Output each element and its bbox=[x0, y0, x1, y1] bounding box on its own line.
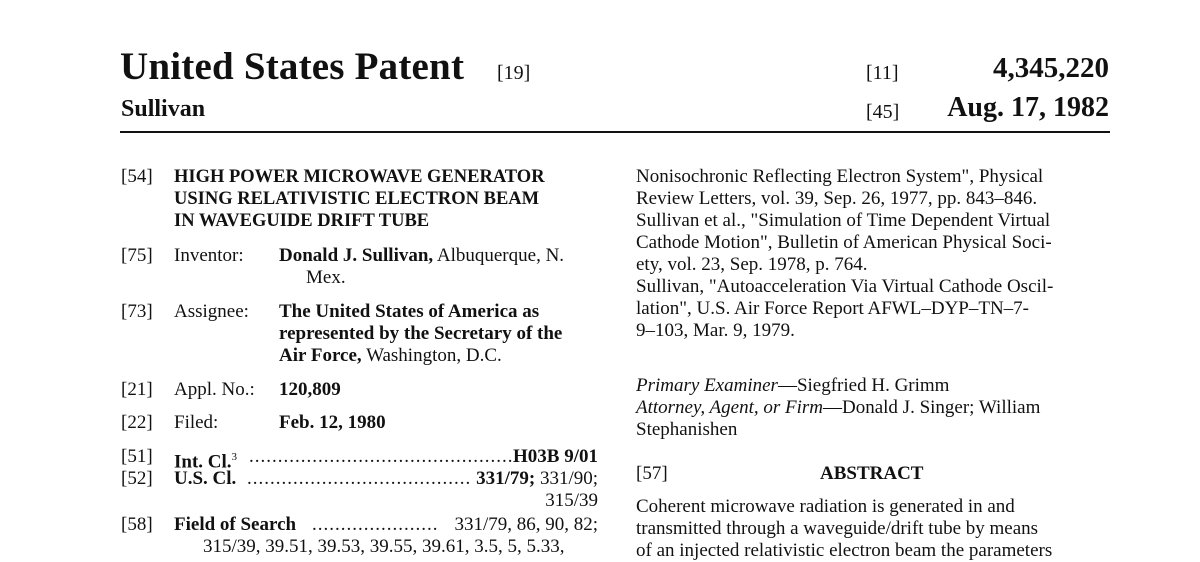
assignee-label: Assignee: bbox=[174, 301, 249, 322]
patent-title: United States Patent bbox=[120, 45, 465, 88]
search-leader-dots: ...................... bbox=[312, 514, 439, 535]
search-value-line-2: 315/39, 39.51, 39.53, 39.55, 39.61, 3.5, 5, 5.33, bbox=[203, 536, 565, 557]
attorney-label: Attorney, Agent, or Firm bbox=[636, 397, 823, 418]
reference-line: Sullivan et al., "Simulation of Time Dependent Virtual bbox=[636, 210, 1051, 231]
date-code: [45] bbox=[866, 101, 900, 123]
intcl-superscript: 3 bbox=[231, 451, 238, 463]
abstract-line: of an injected relativistic electron beam the parameters bbox=[636, 540, 1053, 561]
intcl-code: [51] bbox=[121, 446, 153, 467]
issue-date: Aug. 17, 1982 bbox=[947, 92, 1109, 123]
uscl-label: U.S. Cl. bbox=[174, 468, 237, 489]
intcl-label-text: Int. Cl. bbox=[174, 451, 232, 473]
reference-line: Review Letters, vol. 39, Sep. 26, 1977, pp. 843–846. bbox=[636, 188, 1038, 209]
reference-line: Cathode Motion", Bulletin of American Physical Soci- bbox=[636, 232, 1052, 253]
uscl-code: [52] bbox=[121, 468, 153, 489]
search-value: 331/79, 86, 90, 82; bbox=[454, 514, 598, 535]
reference-line: ety, vol. 23, Sep. 1978, p. 764. bbox=[636, 254, 868, 275]
inventor-place-line-2: Mex. bbox=[306, 267, 346, 288]
abstract-line: Coherent microwave radiation is generated in and bbox=[636, 496, 1015, 517]
uscl-value-secondary: 331/90; bbox=[535, 468, 598, 489]
inventor-full-name: Donald J. Sullivan, bbox=[279, 245, 434, 266]
uscl-value-line-2: 315/39 bbox=[545, 490, 598, 511]
patent-number-code: [11] bbox=[866, 62, 899, 84]
filed-label: Filed: bbox=[174, 412, 219, 433]
appl-code: [21] bbox=[121, 379, 153, 400]
filed-date: Feb. 12, 1980 bbox=[279, 412, 386, 433]
title-code-54: [54] bbox=[121, 166, 153, 187]
reference-line: Sullivan, "Autoacceleration Via Virtual Cathode Oscil- bbox=[636, 276, 1054, 297]
filed-code: [22] bbox=[121, 412, 153, 433]
header-divider bbox=[120, 131, 1110, 133]
search-label: Field of Search bbox=[174, 514, 297, 535]
reference-line: lation", U.S. Air Force Report AFWL–DYP–TN–7- bbox=[636, 298, 1030, 319]
attorney-name: —Donald J. Singer; William bbox=[823, 397, 1041, 418]
intcl-value: H03B 9/01 bbox=[513, 446, 598, 467]
assignee-code: [73] bbox=[121, 301, 153, 322]
assignee-line-3-rest: Washington, D.C. bbox=[361, 345, 502, 366]
uscl-value bbox=[476, 468, 598, 490]
inventor-value bbox=[279, 245, 564, 267]
uscl-value-primary: 331/79; bbox=[476, 468, 536, 489]
uscl-leader-dots: ....................................... bbox=[247, 468, 472, 489]
assignee-line-3 bbox=[279, 345, 502, 367]
reference-line: Nonisochronic Reflecting Electron System", Physical bbox=[636, 166, 1044, 187]
inventor-code: [75] bbox=[121, 245, 153, 266]
inventor-place: Albuquerque, N. bbox=[433, 245, 565, 266]
search-code: [58] bbox=[121, 514, 153, 535]
title-code: [19] bbox=[497, 62, 531, 84]
attorney-line-2: Stephanishen bbox=[636, 419, 738, 440]
intcl-leader-dots: ............................................... bbox=[249, 446, 520, 467]
invention-title-line-2: USING RELATIVISTIC ELECTRON BEAM bbox=[174, 189, 540, 209]
patent-number: 4,345,220 bbox=[993, 52, 1109, 84]
primary-examiner-name: —Siegfried H. Grimm bbox=[777, 375, 950, 396]
attorney bbox=[636, 397, 1040, 419]
inventor-label: Inventor: bbox=[174, 245, 244, 266]
abstract-heading: ABSTRACT bbox=[820, 463, 924, 484]
abstract-line: transmitted through a waveguide/drift tube by means bbox=[636, 518, 1039, 539]
inventor-surname: Sullivan bbox=[121, 96, 206, 122]
assignee-line-2: represented by the Secretary of the bbox=[279, 323, 563, 344]
primary-examiner bbox=[636, 375, 949, 397]
assignee-line-3-bold: Air Force, bbox=[279, 345, 362, 366]
appl-number: 120,809 bbox=[279, 379, 341, 400]
abstract-code: [57] bbox=[636, 463, 668, 484]
invention-title-line-3: IN WAVEGUIDE DRIFT TUBE bbox=[174, 211, 430, 231]
appl-label: Appl. No.: bbox=[174, 379, 255, 400]
invention-title-line-1: HIGH POWER MICROWAVE GENERATOR bbox=[174, 167, 545, 187]
reference-line: 9–103, Mar. 9, 1979. bbox=[636, 320, 795, 341]
primary-examiner-label: Primary Examiner bbox=[636, 375, 778, 396]
assignee-line-1: The United States of America as bbox=[279, 301, 540, 322]
